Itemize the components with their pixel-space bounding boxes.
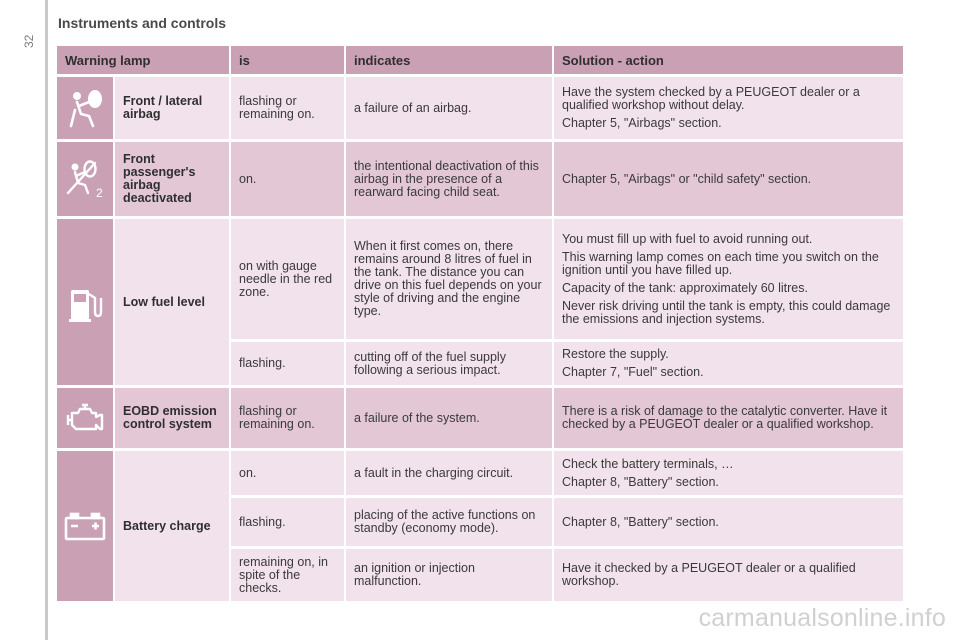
condition-row — [231, 219, 903, 339]
is-cell: on. — [231, 142, 346, 216]
solution-paragraph: Never risk driving until the tank is empty, this could damage the emissions and injection systems. — [562, 298, 891, 326]
solution-paragraph: Chapter 8, "Battery" section. — [562, 474, 719, 489]
header-solution: Solution - action — [562, 52, 664, 68]
is-cell: flashing or remaining on. — [231, 77, 346, 139]
condition-row — [231, 339, 903, 385]
indicates-cell: an ignition or injection malfunction. — [346, 549, 554, 601]
header-indicates: indicates — [346, 46, 554, 74]
solution-cell — [554, 388, 903, 448]
solution-cell — [554, 219, 903, 339]
solution-cell — [554, 451, 903, 495]
condition-row — [231, 451, 903, 495]
lamp-name: Front passenger's airbag deactivated — [115, 142, 231, 216]
indicates-cell: a fault in the charging circuit. — [346, 451, 554, 495]
lamp-name: EOBD emission control system — [115, 388, 231, 448]
table-body — [57, 77, 903, 601]
solution-paragraph: Have it checked by a PEUGEOT dealer or a qualified workshop. — [562, 561, 856, 588]
indicates-cell: placing of the active functions on standby (economy mode). — [346, 498, 554, 546]
airbag-warning-icon — [57, 77, 115, 139]
passenger-airbag-deactivated-icon — [57, 142, 115, 216]
svg-text:2: 2 — [96, 186, 103, 200]
watermark: carmanualsonline.info — [698, 604, 946, 632]
table-header — [57, 46, 903, 74]
condition-row — [231, 388, 903, 448]
solution-paragraph: Chapter 7, "Fuel" section. — [562, 365, 704, 379]
solution-paragraph: Check the battery terminals, … — [562, 456, 734, 471]
lamp-name: Low fuel level — [115, 219, 231, 385]
table-row — [57, 77, 903, 139]
low-fuel-icon — [57, 219, 115, 385]
page-number: 32 — [22, 34, 36, 48]
table-row — [57, 388, 903, 448]
page-side-bar — [45, 0, 48, 640]
condition-row — [231, 495, 903, 546]
section-title: Instruments and controls — [58, 15, 227, 31]
solution-cell — [554, 498, 903, 546]
solution-paragraph: Have the system checked by a PEUGEOT dealer or a qualified workshop without delay. — [562, 85, 860, 112]
is-cell: remaining on, in spite of the checks. — [231, 549, 346, 601]
solution-cell — [554, 142, 903, 216]
is-cell: on with gauge needle in the red zone. — [231, 219, 346, 339]
solution-paragraph: There is a risk of damage to the catalytic converter. Have it checked by a PEUGEOT dealer or a qualified workshop. — [562, 404, 888, 431]
solution-cell — [554, 549, 903, 601]
solution-paragraph: Chapter 5, "Airbags" section. — [562, 116, 722, 130]
warning-lamp-table — [57, 46, 903, 601]
indicates-cell: a failure of an airbag. — [346, 77, 554, 139]
is-cell: flashing. — [231, 342, 346, 385]
condition-row — [231, 77, 903, 139]
engine-check-icon — [57, 388, 115, 448]
table-row — [57, 451, 903, 601]
solution-cell — [554, 342, 903, 385]
solution-paragraph: You must fill up with fuel to avoid running out. — [562, 231, 813, 246]
solution-paragraph: Capacity of the tank: approximately 60 litres. — [562, 280, 808, 295]
indicates-cell: When it first comes on, there remains around 8 litres of fuel in the tank. The distance you can drive on this fuel depends on your style of driving and the engine type. — [346, 219, 554, 339]
battery-icon — [57, 451, 115, 601]
table-row — [57, 219, 903, 385]
is-cell: flashing. — [231, 498, 346, 546]
solution-paragraph: Chapter 5, "Airbags" or "child safety" section. — [562, 171, 812, 186]
header-warning-lamp: Warning lamp — [57, 46, 231, 74]
is-cell: flashing or remaining on. — [231, 388, 346, 448]
condition-row — [231, 546, 903, 601]
indicates-cell: the intentional deactivation of this airbag in the presence of a rearward facing child seat. — [346, 142, 554, 216]
solution-paragraph: Chapter 8, "Battery" section. — [562, 514, 719, 529]
solution-paragraph: This warning lamp comes on each time you switch on the ignition until you have filled up. — [562, 249, 879, 277]
table-row — [57, 142, 903, 216]
lamp-name: Front / lateral airbag — [115, 77, 231, 139]
indicates-cell: a failure of the system. — [346, 388, 554, 448]
is-cell: on. — [231, 451, 346, 495]
lamp-name: Battery charge — [115, 451, 231, 601]
header-is: is — [231, 46, 346, 74]
solution-paragraph: Restore the supply. — [562, 347, 669, 361]
solution-cell — [554, 77, 903, 139]
condition-row — [231, 142, 903, 216]
indicates-cell: cutting off of the fuel supply following a serious impact. — [346, 342, 554, 385]
